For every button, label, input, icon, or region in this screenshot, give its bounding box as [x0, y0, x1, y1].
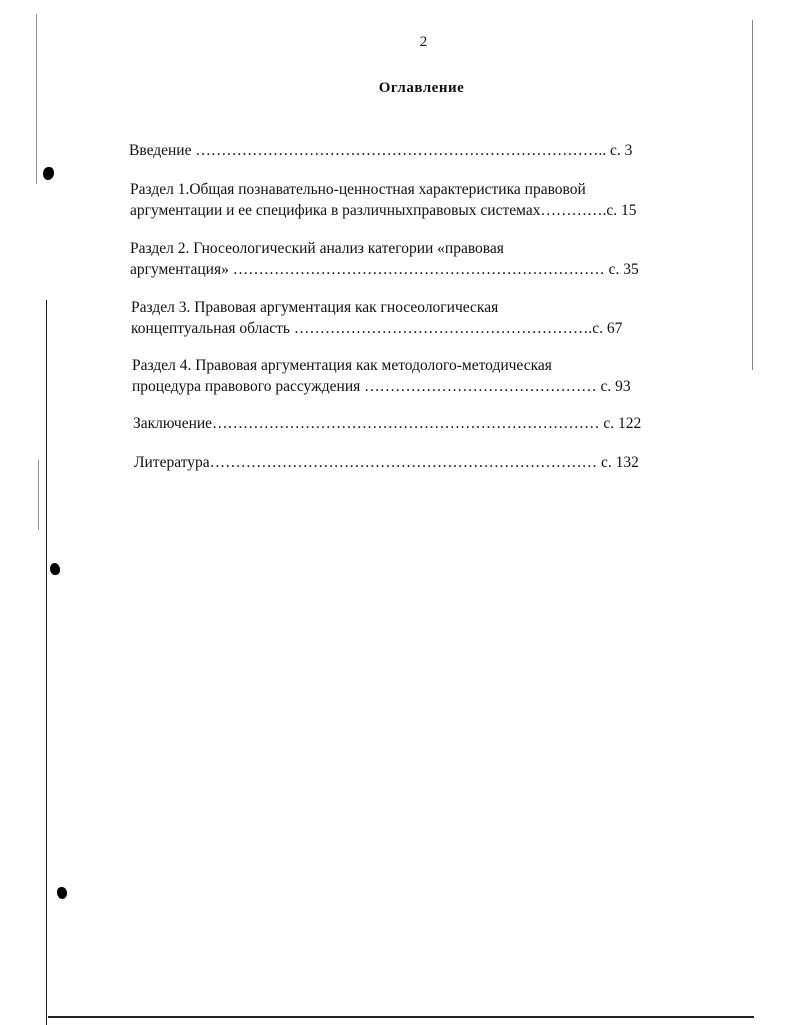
scan-right-edge-line	[752, 20, 753, 370]
scan-blot-middle	[50, 563, 60, 575]
page-number: 2	[419, 34, 428, 50]
toc-line: Введение …………………………………………………………………….. с. 3	[129, 142, 633, 159]
toc-entry-section-2	[130, 238, 639, 280]
toc-line: Литература………………………………………………………………… с. 132	[134, 454, 639, 471]
toc-entry-conclusion	[133, 413, 641, 434]
scan-bottom-edge-line	[48, 1016, 754, 1018]
toc-entry-literature	[134, 452, 639, 473]
toc-line: концептуальная область ………………………………………………….с. 67	[131, 320, 623, 337]
toc-line: Раздел 2. Гносеологический анализ категории «правовая	[130, 240, 504, 257]
toc-line: аргументация» ……………………………………………………………… с. 35	[130, 261, 639, 278]
toc-line: Раздел 1.Общая познавательно-ценностная характеристика правовой	[130, 181, 586, 198]
toc-entry-introduction	[129, 140, 632, 161]
scan-left-edge-line-mid	[38, 460, 39, 530]
scan-blot-bottom	[57, 887, 67, 899]
toc-line: процедура правового рассуждения ……………………………………… с. 93	[132, 378, 631, 395]
scan-blot-top	[43, 167, 54, 180]
toc-line: Раздел 3. Правовая аргументация как гносеологическая	[131, 299, 499, 316]
toc-title: Оглавление	[378, 80, 465, 96]
toc-entry-section-3	[131, 297, 622, 339]
scan-left-edge-line	[46, 300, 47, 1025]
toc-line: Раздел 4. Правовая аргументация как методолого-методическая	[132, 357, 552, 374]
toc-entry-section-4	[132, 355, 631, 397]
toc-line: Заключение………………………………………………………………… с. 122	[133, 415, 642, 432]
toc-entry-section-1	[130, 179, 636, 221]
toc-line: аргументации и ее специфика в различныхправовых системах………….с. 15	[130, 202, 637, 219]
